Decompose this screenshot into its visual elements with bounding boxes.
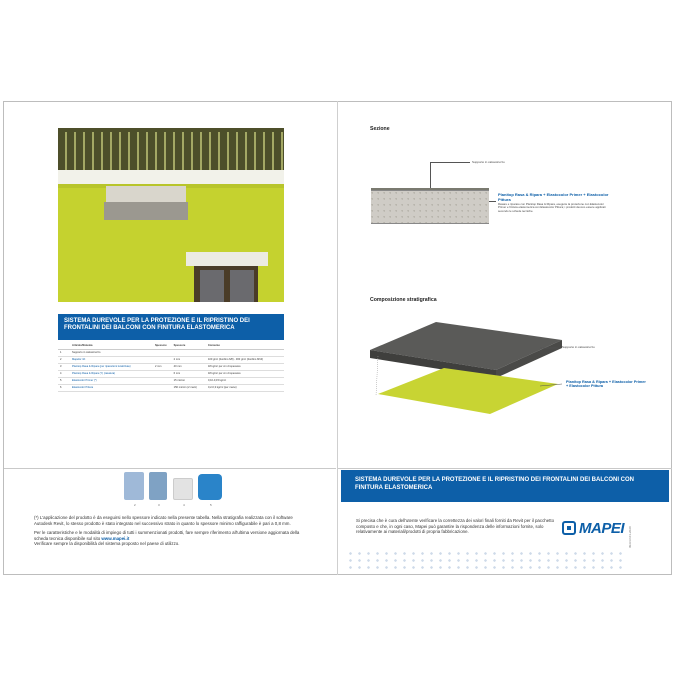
table-cell: 2: [58, 356, 70, 363]
product-label: 2: [134, 503, 136, 507]
finish-layer: [378, 368, 558, 414]
table-cell: 15 micron: [172, 377, 206, 384]
table-cell: 100 g/m² (bordino 6/8) - 300 g/m² (bordino 8/10): [206, 356, 284, 363]
disclaimer-text: Si precisa che è cura dell'utente verificare la correttezza dei valori finali forniti da Revit per il pacchetto composto e che, in ogni caso, Mapei può garantire la rispondenza delle informazioni fornite, solo relativamente ai materiali/prodotti di propria fabbricazione.: [356, 518, 555, 535]
concrete-section: [371, 190, 489, 224]
table-cell: Elastocolor Primer (*): [70, 377, 153, 384]
table-cell: 6: [58, 384, 70, 391]
table-cell: Mapefer 1K: [70, 356, 153, 363]
table-row: [58, 384, 284, 391]
table-header: Spessore: [153, 342, 172, 349]
product-label: 4: [183, 503, 185, 507]
concrete-slab-top: [370, 322, 562, 370]
table-row: [58, 370, 284, 377]
support-label: Supporto in calcestruzzo: [562, 345, 595, 349]
divider: [338, 468, 672, 469]
balcony-photo: [58, 128, 284, 302]
table-cell: [153, 349, 172, 356]
table-cell: 150 micron (2 mani): [172, 384, 206, 391]
table-cell: 0,10-0,15 kg/m²: [206, 377, 284, 384]
table-header: Spessore: [172, 342, 206, 349]
product-bag-image: [149, 472, 167, 500]
table-cell: 18 kg/m² per cm di spessore: [206, 363, 284, 370]
page-fold: [337, 101, 338, 575]
system-title: SISTEMA DUREVOLE PER LA PROTEZIONE E IL RIPRISTINO DEI FRONTALINI DEI BALCONI CON FINITURA ELASTOMERICA: [341, 470, 669, 502]
table-cell: [153, 384, 172, 391]
notes: [34, 515, 306, 551]
table-cell: 18 kg/m² per cm di spessore: [206, 370, 284, 377]
table-header: Consumo: [206, 342, 284, 349]
table-cell: 2 mm: [172, 356, 206, 363]
table-title: SISTEMA DUREVOLE PER LA PROTEZIONE E IL RIPRISTINO DEI FRONTALINI DEI BALCONI CON FINITURA ELASTOMERICA: [58, 314, 284, 340]
table-header: Articolo/Sistema: [70, 342, 153, 349]
table-header: [58, 342, 70, 349]
table-cell: [206, 349, 284, 356]
table-cell: 1: [58, 349, 70, 356]
table-cell: Elastocolor Pittura: [70, 384, 153, 391]
divider: [4, 468, 336, 469]
product-bag-image: [124, 472, 144, 500]
decorative-pattern: [346, 550, 626, 572]
table-cell: Planitop Rasa & Ripara (per riparazioni localizzate): [70, 363, 153, 370]
composition-heading: Composizione stratigrafica: [370, 297, 437, 303]
table-cell: [172, 349, 206, 356]
leader-line: [430, 162, 470, 163]
product-images: [124, 470, 224, 500]
system-label: Planitop Rasa & Ripara + Elastocolor Primer + Elastocolor Pittura: [498, 192, 609, 202]
table-cell: 2 mm: [153, 363, 172, 370]
product-labels: [126, 503, 226, 508]
table-row: [58, 349, 284, 356]
table-row: [58, 356, 284, 363]
table-cell: 0,2-0,3 kg/m² (per mano): [206, 384, 284, 391]
section-heading: Sezione: [370, 126, 390, 132]
logo-wordmark: MAPEI: [579, 520, 625, 537]
system-description: Rasare e riparare con Planitop Rasa & Ripara, eseguire la protezione con Elastocolor Primer e finitura elastomerica con Elastocolor Pittura; i prodotti devono essere applicati secondo le schede tecniche.: [498, 202, 606, 213]
leader-line: [489, 201, 496, 202]
table-cell: [153, 356, 172, 363]
leader-line: [430, 162, 431, 189]
table-row: [58, 377, 284, 384]
document-code: IM-R-R-01-2020: [628, 526, 632, 548]
table-cell: 5: [58, 377, 70, 384]
layer-diagram: [366, 312, 566, 422]
table-row: [58, 363, 284, 370]
table-cell: Planitop Rasa & Ripara (Y) (rasatura): [70, 370, 153, 377]
note-text: (*) L'applicazione del prodotto è da eseguirsi nello spessore indicato nella presente tabella. Nella stratigrafia realizzata con il software Autodesk Revit, lo stesso prodotto è stato integrato nel successivo strato in quanto lo spessore minimo raffigurabile è pari a 0,8 mm.: [34, 515, 293, 526]
table-cell: [153, 377, 172, 384]
table-header-row: [58, 342, 284, 349]
table-cell: 6 mm: [172, 370, 206, 377]
support-label: Supporto in calcestruzzo: [472, 160, 505, 164]
website-link[interactable]: www.mapei.it: [101, 535, 130, 541]
table-cell: 4: [58, 370, 70, 377]
table-cell: [153, 370, 172, 377]
table-cell: Supporto in calcestruzzo: [70, 349, 153, 356]
logo-icon: [562, 521, 576, 535]
product-bucket-image: [173, 478, 193, 500]
product-label: 3: [158, 503, 160, 507]
product-label: 5: [210, 503, 212, 507]
table-cell: 40 mm: [172, 363, 206, 370]
system-label: Planitop Rasa & Ripara + Elastocolor Primer + Elastocolor Pittura: [566, 380, 646, 389]
note-text: Per le caratteristiche e le modalità di impiego di tutti i summenzionati prodotti, fare sempre riferimento all'ultima versione aggiornata della scheda tecnica disponibile sul sito www.mapei.it Verificare sempre la disponibilità del sistema proposto nel paese di utilizzo.: [34, 530, 300, 547]
table-cell: 3: [58, 363, 70, 370]
mapei-logo: [562, 520, 624, 542]
stratigraphy-table: [58, 342, 284, 392]
product-bucket-image: [198, 474, 222, 500]
